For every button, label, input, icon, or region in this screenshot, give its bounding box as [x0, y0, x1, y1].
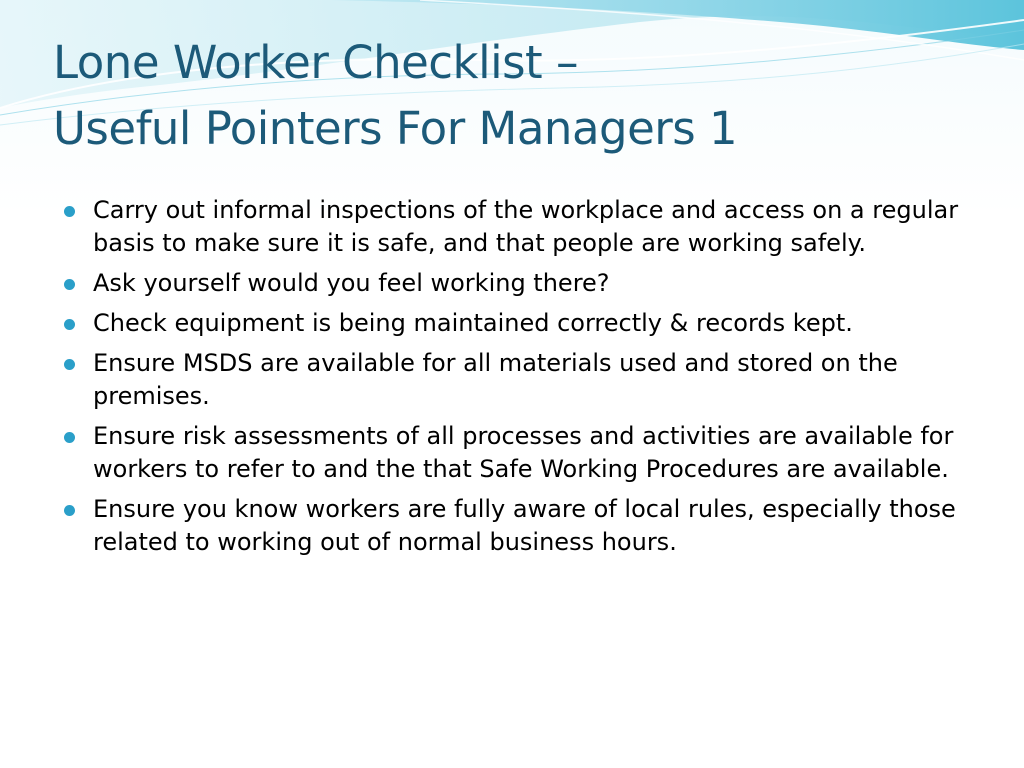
bullet-list: [64, 194, 964, 566]
bullet-dot-icon: [64, 505, 75, 516]
bullet-item: [64, 267, 964, 300]
bullet-dot-icon: [64, 432, 75, 443]
bullet-dot-icon: [64, 319, 75, 330]
slide-title-line-1: Lone Worker Checklist –: [53, 36, 578, 89]
bullet-text: Carry out informal inspections of the workplace and access on a regular basis to make sure it is safe, and that people are working safely.: [93, 196, 959, 257]
slide-title: [53, 30, 737, 162]
bullet-dot-icon: [64, 279, 75, 290]
bullet-text: Ensure risk assessments of all processes and activities are available for workers to refer to and the that Safe Working Procedures are available.: [93, 422, 954, 483]
slide-title-line-2: Useful Pointers For Managers 1: [53, 102, 738, 155]
bullet-text: Ensure MSDS are available for all materials used and stored on the premises.: [93, 349, 898, 410]
bullet-item: [64, 493, 964, 559]
bullet-text: Ensure you know workers are fully aware of local rules, especially those related to working out of normal business hours.: [93, 495, 956, 556]
bullet-item: [64, 307, 964, 340]
bullet-text: Ask yourself would you feel working there?: [93, 269, 610, 297]
bullet-dot-icon: [64, 359, 75, 370]
bullet-text: Check equipment is being maintained correctly & records kept.: [93, 309, 853, 337]
bullet-dot-icon: [64, 206, 75, 217]
bullet-item: [64, 194, 964, 260]
bullet-item: [64, 347, 964, 413]
bullet-item: [64, 420, 964, 486]
